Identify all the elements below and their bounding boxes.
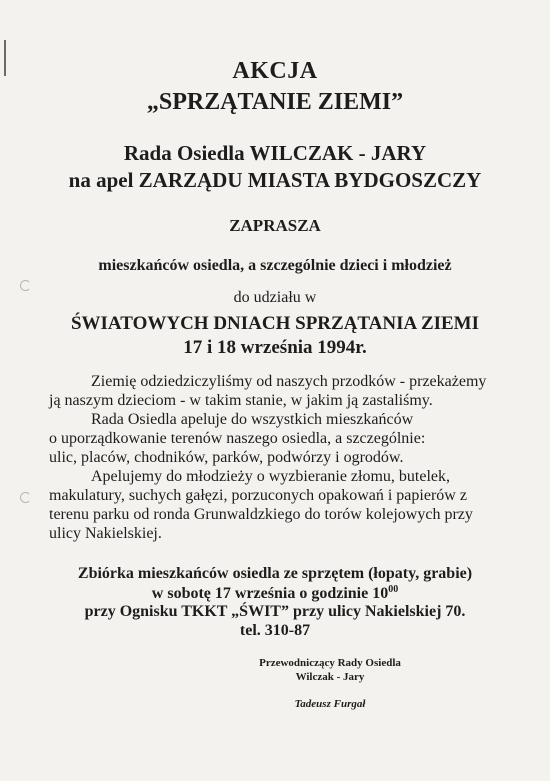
event-dates: 17 i 18 września 1994r.: [183, 337, 367, 358]
heading-line-2: „SPRZĄTANIE ZIEMI”: [146, 89, 404, 115]
body-line: Rada Osiedla apeluje do wszystkich mieszkańców: [91, 411, 414, 428]
meeting-line-3: przy Ognisku TKKT „ŚWIT” przy ulicy Nakielskiej 70.: [84, 603, 466, 620]
organizer-line-1: Rada Osiedla WILCZAK - JARY: [123, 141, 427, 165]
punch-hole-icon: [20, 492, 31, 503]
body-line: ulic, placów, chodników, parków, podwórzy i ogrodów.: [49, 449, 404, 466]
heading-line-1: AKCJA: [232, 58, 318, 84]
meeting-line-1: Zbiórka mieszkańców osiedla ze sprzętem (łopaty, grabie): [77, 565, 473, 582]
body-line: Apelujemy do młodzieży o wyzbieranie złomu, butelek,: [91, 468, 450, 485]
body-line: terenu parku od ronda Grunwaldzkiego do torów kolejowych przy: [49, 506, 473, 523]
body-line: ulicy Nakielskiej.: [49, 525, 162, 542]
signature-title: Przewodniczący Rady Osiedla: [259, 657, 401, 669]
invite-text: ZAPRASZA: [229, 216, 321, 235]
event-name: ŚWIATOWYCH DNIACH SPRZĄTANIA ZIEMI: [70, 313, 480, 334]
audience-text: mieszkańców osiedla, a szczególnie dzieci i młodzież: [98, 257, 452, 274]
meeting-time-prefix: w sobotę 17 września o godzinie 10: [151, 585, 389, 602]
body-line: Ziemię odziedziczyliśmy od naszych przodków - przekażemy: [91, 373, 487, 390]
participation-text: do udziału w: [233, 289, 317, 306]
body-line: ją naszym dzieciom - w takim stanie, w jakim ją zastaliśmy.: [49, 392, 433, 409]
meeting-phone: tel. 310-87: [239, 622, 311, 639]
meeting-time-minutes: 00: [388, 584, 399, 595]
organizer-line-2: na apel ZARZĄDU MIASTA BYDGOSZCZY: [68, 168, 482, 192]
body-line: o uporządkowanie terenów naszego osiedla, a szczególnie:: [49, 430, 426, 447]
body-line: makulatury, suchych gałęzi, porzuconych opakowań i papierów z: [49, 487, 467, 504]
meeting-line-2: [0, 584, 550, 603]
signature-name: Tadeusz Furgał: [294, 698, 366, 710]
signature-area: Wilczak - Jary: [295, 671, 365, 683]
